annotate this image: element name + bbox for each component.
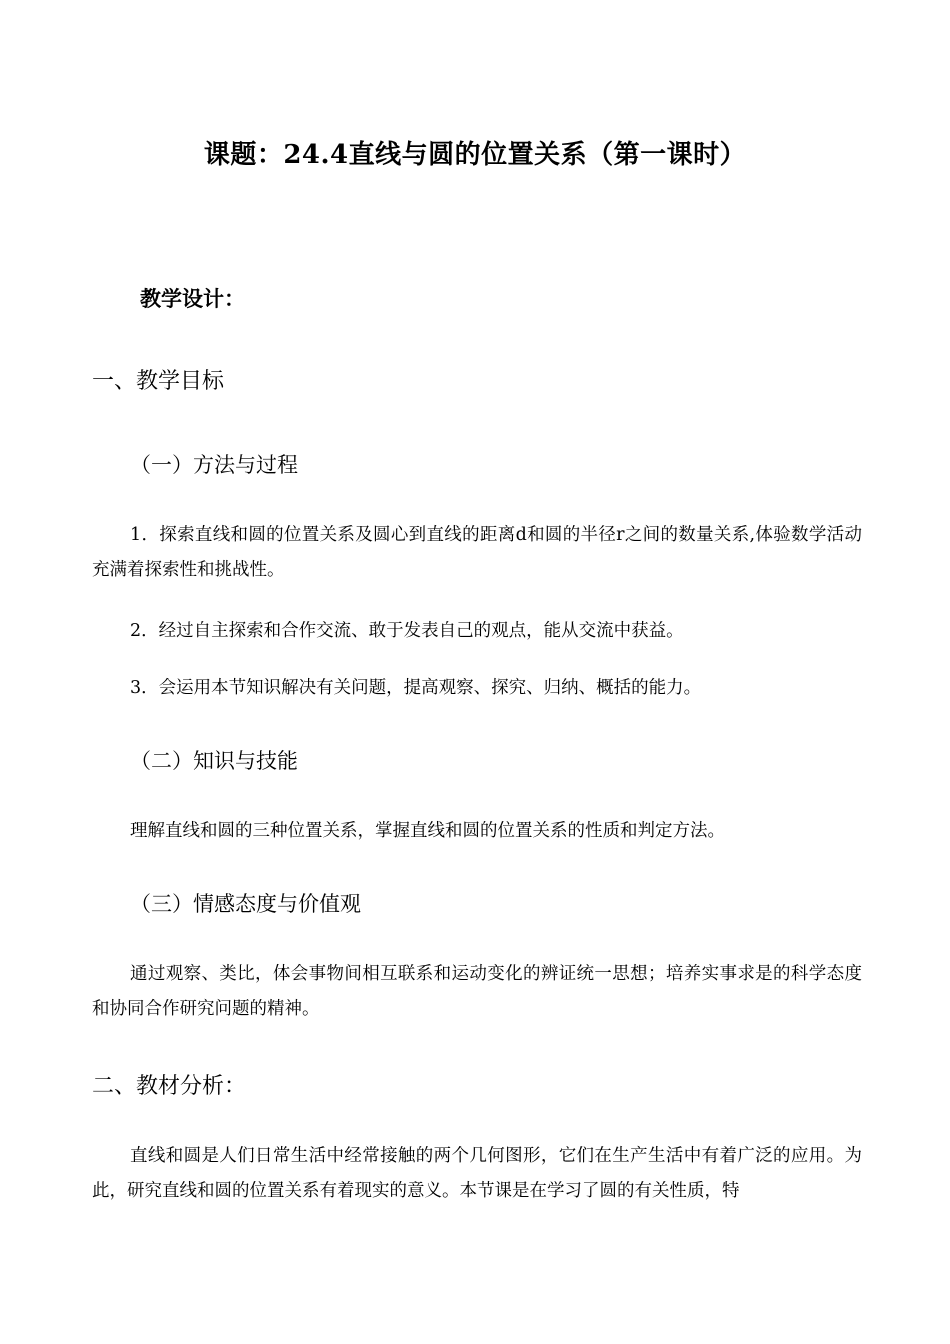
design-heading: 教学设计：	[140, 286, 245, 311]
goal-item-1: 1．探索直线和圆的位置关系及圆心到直线的距离d和圆的半径r之间的数量关系,体验数学活动充满着探索性和挑战性。	[92, 525, 862, 580]
attitude-text: 通过观察、类比，体会事物间相互联系和运动变化的辨证统一思想；培养实事求是的科学态度和协同合作研究问题的精神。	[92, 964, 862, 1019]
goal-item-3: 3．会运用本节知识解决有关问题，提高观察、探究、归纳、概括的能力。	[130, 678, 702, 698]
knowledge-text: 理解直线和圆的三种位置关系，掌握直线和圆的位置关系的性质和判定方法。	[130, 821, 725, 841]
section-heading-analysis: 二、教材分析：	[92, 1074, 247, 1099]
subsection-heading-attitude: （三）情感态度与价值观	[130, 892, 361, 916]
goal-item-2: 2．经过自主探索和合作交流、敢于发表自己的观点，能从交流中获益。	[130, 621, 684, 641]
subsection-heading-methods: （一）方法与过程	[130, 453, 298, 477]
subsection-heading-knowledge: （二）知识与技能	[130, 749, 298, 773]
document-title: 课题：24.4直线与圆的位置关系（第一课时）	[203, 140, 747, 170]
analysis-text: 直线和圆是人们日常生活中经常接触的两个几何图形，它们在生产生活中有着广泛的应用。为此，研究直线和圆的位置关系有着现实的意义。本节课是在学习了圆的有关性质，特	[92, 1146, 862, 1201]
section-heading-goals: 一、教学目标	[92, 369, 225, 394]
